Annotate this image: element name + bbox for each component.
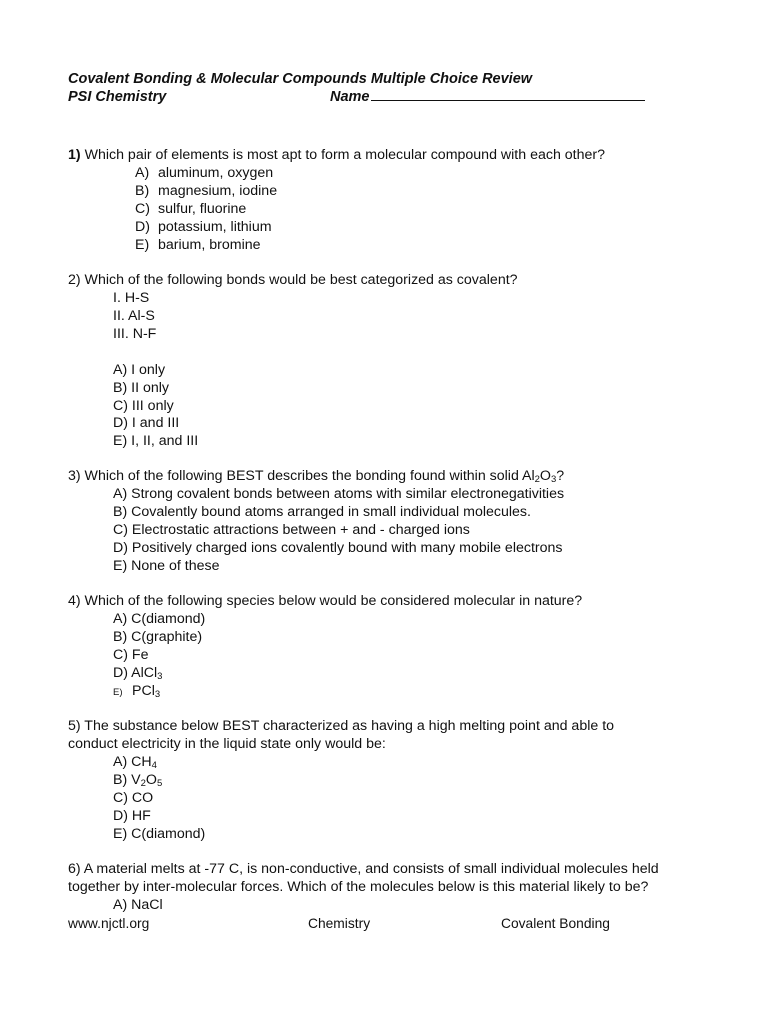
formula-part: O [539, 468, 551, 484]
q5-option-e: E) C(diamond) [113, 826, 206, 842]
question-6-line-1: 6) A material melts at -77 C, is non-conductive, and consists of small individual molecules held [68, 861, 659, 877]
q1-option-a [135, 164, 273, 182]
footer-website: www.njctl.org [68, 916, 150, 931]
footer-subject: Chemistry [308, 916, 371, 931]
q2-option-a: A) I only [113, 362, 166, 378]
q6-option-a: A) NaCl [113, 897, 163, 913]
q5-option-c: C) CO [113, 790, 154, 806]
option-text: A) CH [113, 754, 152, 770]
option-label: E) [113, 687, 123, 698]
option-text: potassium, lithium [158, 219, 272, 235]
name-field [330, 88, 645, 105]
question-3-text: 3) Which of the following BEST describes the bonding found within solid Al [68, 468, 535, 484]
subscript: 2 [534, 474, 540, 485]
q3-option-c: C) Electrostatic attractions between + and - charged ions [113, 522, 470, 538]
question-mark: ? [556, 468, 565, 484]
option-label: A) [135, 165, 150, 181]
option-label: D) [135, 219, 150, 235]
q3-option-d: D) Positively charged ions covalently bound with many mobile electrons [113, 540, 563, 556]
question-1-number: 1) [68, 147, 81, 163]
option-text: sulfur, fluorine [158, 201, 247, 217]
footer-topic: Covalent Bonding [501, 916, 610, 931]
q3-option-b: B) Covalently bound atoms arranged in small individual molecules. [113, 504, 531, 520]
subscript: 4 [151, 760, 157, 771]
q4-option-e [113, 682, 160, 702]
option-text: B) V [113, 772, 141, 788]
question-5-line-2: conduct electricity in the liquid state only would be: [68, 736, 386, 752]
q2-statement-1: I. H-S [113, 290, 150, 306]
question-2: 2) Which of the following bonds would be best categorized as covalent? [68, 272, 518, 288]
option-text: magnesium, iodine [158, 183, 278, 199]
q4-option-c: C) Fe [113, 647, 149, 663]
q1-option-e [135, 236, 261, 254]
question-4: 4) Which of the following species below would be considered molecular in nature? [68, 593, 583, 609]
q3-option-a: A) Strong covalent bonds between atoms with similar electronegativities [113, 486, 565, 502]
q4-option-a: A) C(diamond) [113, 611, 206, 627]
option-text: PCl [132, 683, 155, 699]
option-label: B) [135, 183, 150, 199]
name-blank-line [371, 88, 645, 101]
option-text: barium, bromine [158, 237, 261, 253]
q2-option-d: D) I and III [113, 415, 180, 431]
q1-option-b [135, 182, 277, 200]
q5-option-d: D) HF [113, 808, 151, 824]
question-3 [68, 467, 564, 485]
formula-part: O [145, 772, 157, 788]
question-1-text: Which pair of elements is most apt to form a molecular compound with each other? [80, 147, 606, 163]
q3-option-e: E) None of these [113, 558, 220, 574]
q2-statement-2: II. Al-S [113, 308, 155, 324]
q2-option-e: E) I, II, and III [113, 433, 199, 449]
q2-option-b: B) II only [113, 380, 169, 396]
q4-option-b: B) C(graphite) [113, 629, 203, 645]
q1-option-c [135, 200, 246, 218]
subscript: 2 [140, 778, 146, 789]
q2-option-c: C) III only [113, 398, 174, 414]
question-6-line-2: together by inter-molecular forces. Which of the molecules below is this material likely to be? [68, 879, 649, 895]
q2-statement-3: III. N-F [113, 326, 157, 342]
name-label: Name [330, 89, 370, 105]
option-text: D) AlCl [113, 665, 158, 681]
course-name: PSI Chemistry [68, 89, 167, 105]
option-text: aluminum, oxygen [158, 165, 274, 181]
subscript: 5 [156, 778, 163, 789]
option-label: E) [135, 237, 150, 253]
subscript: 3 [154, 689, 161, 700]
q4-option-d [113, 664, 162, 682]
question-1 [68, 146, 605, 164]
subscript: 3 [157, 671, 163, 682]
option-label: C) [135, 201, 150, 217]
q1-option-d [135, 218, 272, 236]
q5-option-b [113, 771, 162, 789]
subscript: 3 [550, 474, 557, 485]
question-5-line-1: 5) The substance below BEST characterized as having a high melting point and able to [68, 718, 615, 734]
worksheet-title: Covalent Bonding & Molecular Compounds Multiple Choice Review [68, 71, 533, 87]
q5-option-a [113, 753, 157, 771]
